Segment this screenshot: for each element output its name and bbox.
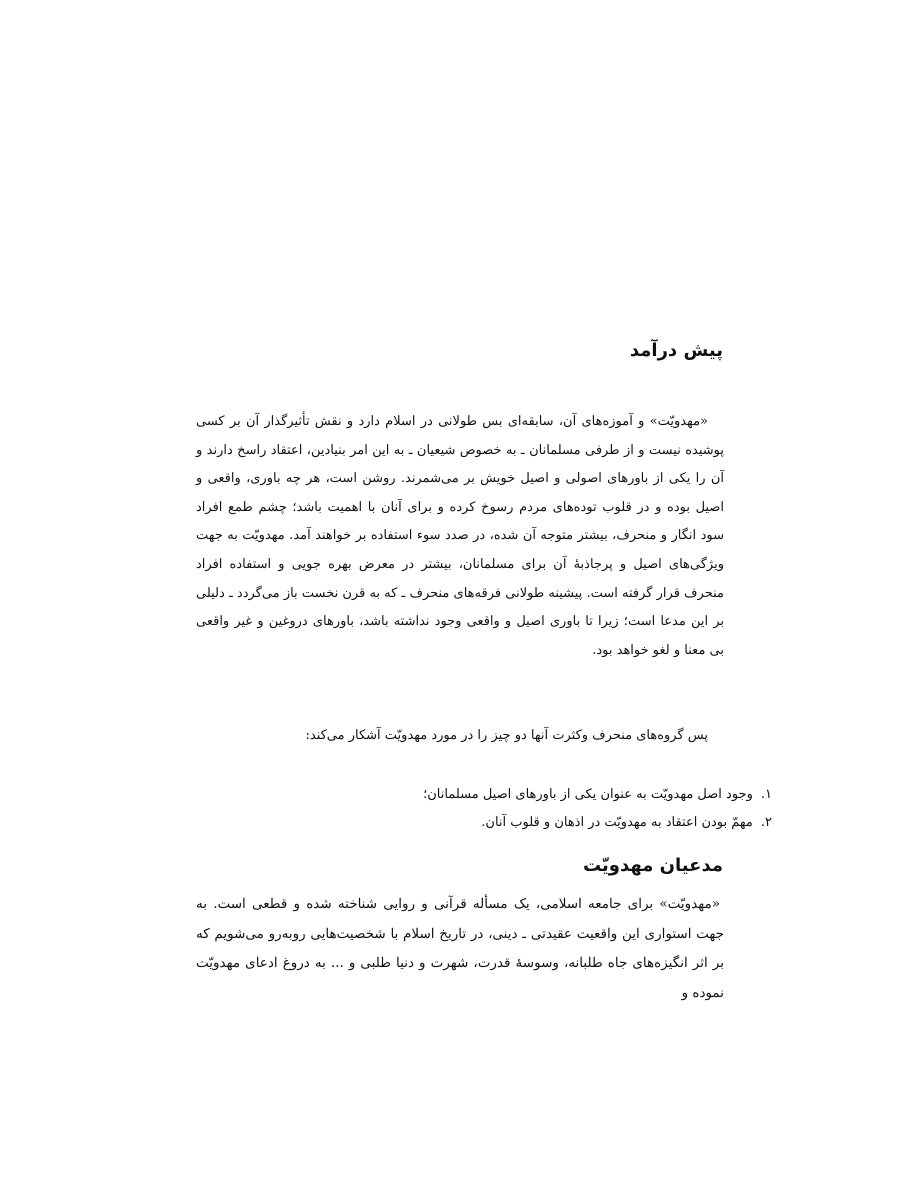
- claimants-paragraph: «مهدویّت» برای جامعه اسلامی، یک مسأله قرآنی و روایی شناخته شده و قطعی است. به جهت استواری این واقعیت عقیدتی ـ دینی، در تاریخ اسلام با شخصیت‌هایی روبه‌رو می‌شویم که بر اثر انگیزه‌های جاه طلبانه، وسوسهٔ قدرت، شهرت و دنیا طلبی و ... به دروغ ادعای مهدویّت نموده و: [196, 896, 724, 1001]
- intro-paragraph: «مهدویّت» و آموزه‌های آن، سابقه‌ای بس طولانی در اسلام دارد و نقش تأثیرگذار آن بر کسی پوشیده نیست و از طرفی مسلمانان ـ به خصوص شیعیان ـ به این امر بنیادین، اعتقاد راسخ دارند و آن را یکی از باورهای اصولی و اصیل خویش بر می‌شمرند. روشن است، هر چه باوری، واقعی و اصیل بوده و در قلوب توده‌های مردم رسوخ کرده و برای آنان با اهمیت باشد؛ چشم طمع افراد سود انگار و منحرف، بیشتر متوجه آن شده، در صدد سوء استفاده بر خواهند آمد. مهدویّت به جهت ویژگی‌های اصیل و پرجاذبهٔ آن برای مسلمانان، بیشتر در معرض بهره جویی و استفاده افراد منحرف قرار گرفته است. پیشینه طولانی فرقه‌های منحرف ـ که به قرن نخست باز می‌گردد ـ دلیلی بر این مدعا است؛ زیرا تا باوری اصیل و واقعی وجود نداشته باشد، باورهای دروغین و غیر واقعی بی معنا و لغو خواهد بود.: [196, 414, 724, 658]
- section-heading-intro: پیش درآمد: [629, 340, 723, 361]
- list-item-number: ۲.: [760, 815, 772, 830]
- numbered-list: [172, 781, 772, 837]
- list-item-text: وجود اصل مهدویّت به عنوان یکی از باورهای اصیل مسلمانان؛: [423, 787, 753, 802]
- list-item-number: ۱.: [760, 787, 772, 802]
- list-item: [172, 809, 772, 837]
- conclusion-paragraph: پس گروه‌های منحرف وکثرت آنها دو چیز را در مورد مهدویّت آشکار می‌کند:: [305, 728, 708, 743]
- list-item: [172, 781, 772, 809]
- list-item-text: مهمّ بودن اعتقاد به مهدویّت در اذهان و قلوب آنان.: [481, 815, 753, 830]
- section-heading-claimants: مدعیان مهدویّت: [582, 855, 723, 876]
